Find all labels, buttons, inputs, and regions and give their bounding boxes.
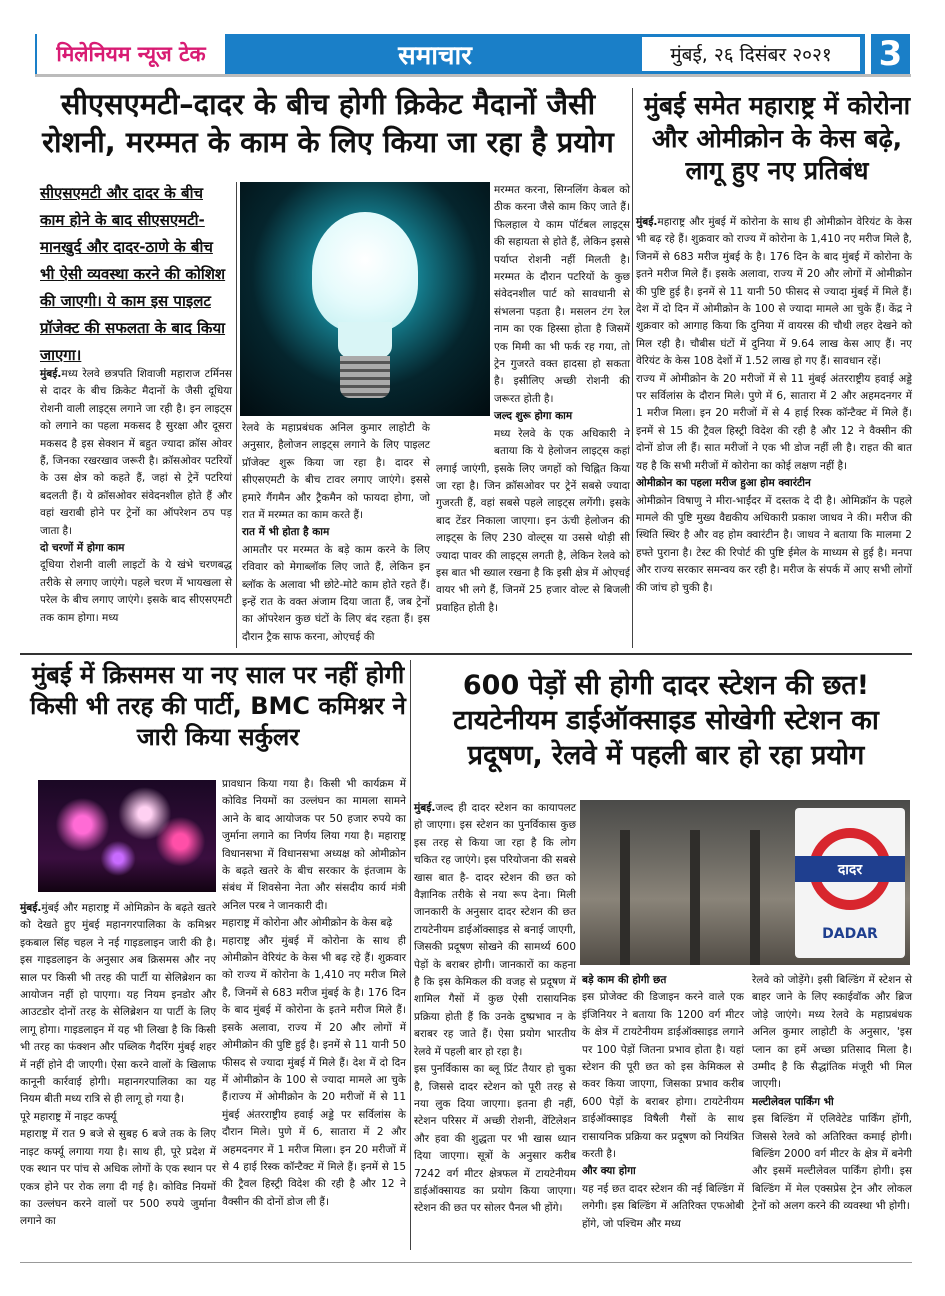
article2-body bbox=[636, 214, 912, 597]
paragraph bbox=[242, 420, 430, 524]
subheading: जल्द शुरू होगा काम bbox=[494, 410, 573, 423]
paragraph-text: महाराष्ट्र में रात 9 बजे से सुबह 6 बजे तक के लिए नाइट कर्फ्यू लगाया गया है। साथ ही, पूरे प्रदेश में एक स्थान पर पांच से अधिक लोगों के एक स्थान पर एकत्र होने पर रोक लगा दी गई है। कोविड नियमों का उल्लंघन करने वालों पर 500 रुपये जुर्माना लगाने का bbox=[20, 1128, 216, 1228]
subheading: रात में भी होता है काम bbox=[242, 526, 330, 539]
article4-headline: 600 पेड़ों सी होगी दादर स्टेशन की छत! टायटेनीयम डाईऑक्साइड सोखेगी स्टेशन का प्रदूषण, रेलवे में पहली बार हो रहा प्रयोग bbox=[453, 670, 879, 772]
footer-divider bbox=[20, 1262, 912, 1263]
dateline: मुंबई. bbox=[40, 368, 62, 380]
station-signboard bbox=[795, 808, 905, 958]
paragraph-text: इस प्रोजेक्ट की डिजाइन करने वाले एक इंजिनियर ने बताया कि 1200 वर्ग मीटर के क्षेत्र में टायटेनीयम डाईऑक्साइड लगाने पर 100 पेड़ों जितना प्रभाव होता है। यहां स्टेशन की पूरी छत को इस केमिकल से कवर किया जाएगा, जिसका प्रभाव करीब 600 पेड़ों के बराबर होगा। टायटेनीयम डाईऑक्साइड विषैली गैसों के साथ रासायनिक प्रक्रिया कर प्रदूषण को नियंत्रित करती है। bbox=[582, 991, 744, 1161]
dateline: मुंबई. bbox=[636, 216, 658, 228]
paragraph-text: महाराष्ट्र में कोरोना और ओमीक्रोन के केस बढ़े bbox=[222, 917, 393, 930]
paragraph-text: यह नई छत दादर स्टेशन की नई बिल्डिंग में लगेगी। इस बिल्डिंग में अतिरिक्त एफओबी होंगे, जो पश्चिम और मध्य bbox=[582, 1182, 744, 1230]
paragraph bbox=[436, 426, 630, 617]
paragraph bbox=[40, 557, 232, 627]
article1-col1 bbox=[40, 366, 232, 627]
article1-col2 bbox=[242, 420, 430, 646]
subheading: बड़े काम की होगी छत bbox=[582, 974, 667, 986]
column-divider bbox=[410, 660, 411, 1250]
paragraph-text: रेलवे के महाप्रबंधक अनिल कुमार लाहोटी के अनुसार, हैलोजन लाइट्स लगाने के लिए पाइलट प्रॉजेक्ट शुरू किया जा रहा है। दादर से सीएसएमटी के बीच टावर लगाए जाएंगे। इससे हमारे गैंगमैन और ट्रैकमैन को फायदा होगा, जो रात में मरम्मत का काम करते हैं। bbox=[242, 422, 430, 522]
article1-headline: सीएसएमटी–दादर के बीच होगी क्रिकेट मैदानों जैसी रोशनी, मरम्मत के काम के लिए किया जा रहा है प्रयोग bbox=[42, 87, 614, 159]
paragraph bbox=[40, 366, 232, 540]
paragraph bbox=[222, 776, 406, 915]
article3-col1 bbox=[20, 900, 216, 1231]
section-divider bbox=[20, 653, 912, 655]
paragraph bbox=[582, 1181, 744, 1233]
column-divider bbox=[236, 182, 237, 648]
dateline: मुंबई. bbox=[20, 902, 42, 914]
paragraph-text: महाराष्ट्र और मुंबई में कोरोना के साथ ही ओमीक्रोन वेरियंट के केस भी बढ़ रहे हैं। शुक्रवार को राज्य में कोरोना के 1,410 नए मरीज मिले है, जिनमें से 683 मरीज मुंबई के है। 176 दिन के बाद मुंबई में कोरोना के इतने मरीज मिले हैं। इसके अलावा, राज्य में 20 और लोगों में ओमीक्रोन की पुष्टि हुई है। इनमें से 11 यानी 50 फीसद से ज्यादा मुंबई में मिले हैं। देश में दो दिन में ओमीक्रोन के 100 से ज्यादा मामले आ चुके हैं। केंद्र ने शुक्रवार को आगाह किया कि दुनिया में वायरस की चौथी लहर देखने को मिल रही है। चौबीस घंटों में दुनिया में 9.64 लाख केस आए हैं। नए वेरियंट के केस 108 देशों में 1.52 लाख हो गए हैं। सावधान रहें। bbox=[636, 216, 912, 368]
page-number: 3 bbox=[868, 34, 910, 74]
paragraph-text: मुंबई और महाराष्ट्र में ओमिक्रोन के बढ़ते खतरे को देखते हुए मुंबई महानगरपालिका के कमिश्नर इकबाल सिंह चहल ने नई गाइडलाइन जारी की है। इस गाइडलाइन के अनुसार अब क्रिसमस और नए साल पर किसी भी तरह की पार्टी या सेलिब्रेशन का आयोजन नहीं हो पाएगा। यह नियम इनडोर और आउटडोर दोनों तरह के सेलिब्रेशन या पार्टी के लिए लागू होगा। गाइडलाइन में यह भी लिखा है कि किसी भी तरह का फंक्शन और पब्लिक गैदरिंग मुंबई शहर में नहीं होने दी जाएगी। ऐसा करने वालों के खिलाफ कानूनी कार्रवाई होगी। महानगरपालिका का यह नियम बीती मध्य रात्रि से ही लागू हो गया है। bbox=[20, 902, 216, 1106]
paragraph bbox=[242, 542, 430, 646]
article3-col2 bbox=[222, 776, 406, 1211]
paragraph-text: मध्य रेलवे के एक अधिकारी ने बताया कि ये हेलोजन लाइट्स कहां लगाई जाएंगी, इसके लिए जगहों को चिह्नित किया जा रहा है। जिन क्रॉसओवर पर ट्रेनें सबसे ज्यादा गुजरती हैं, वहां सबसे पहले लाइट्स लगेंगी। इसके बाद टेंडर निकाला जाएगा। इन ऊंची हेलोजन की लाइट्स के लिए 230 वोल्ट्स या उससे थोड़ी सी ज्यादा पावर की लाइट्स लगती है, लेकिन रेलवे को इस बात भी ख्याल रखना है कि इसी क्षेत्र में ओएचई वायर भी लगे हैं, जिनमें 25 हजार वोल्ट से बिजली प्रवाहित होती है। bbox=[436, 427, 630, 614]
dateline: मुंबई. bbox=[414, 802, 436, 814]
dadar-station-photo bbox=[580, 800, 910, 965]
article1-intro: सीएसएमटी और दादर के बीच काम होने के बाद सीएसएमटी-मानखुर्द और दादर-ठाणे के बीच भी ऐसी व्यवस्था करने की कोशिश की जाएगी। ये काम इस पाइलट प्रॉजेक्ट की सफलता के बाद किया जाएगा। bbox=[40, 184, 226, 364]
subheading: दो चरणों में होगा काम bbox=[40, 542, 125, 555]
paragraph-text: इस बिल्डिंग में एलिवेटेड पार्किंग होंगी, जिससे रेलवे को अतिरिक्त कमाई होगी। बिल्डिंग 2000 वर्ग मीटर के क्षेत्र में बनेगी और इसमें मल्टीलेवल पार्किंग होगी। इस बिल्डिंग में मेल एक्सप्रेस ट्रेन और लोकल ट्रेनों को अलग करने की व्यवस्था भी होगी। bbox=[752, 1113, 912, 1213]
header-divider bbox=[35, 74, 911, 77]
paragraph bbox=[20, 1109, 216, 1126]
fireworks-photo bbox=[38, 780, 216, 892]
sign-hindi: दादर bbox=[795, 856, 905, 882]
paragraph bbox=[20, 1126, 216, 1230]
paragraph-text: मरम्मत करना, सिग्नलिंग केबल को ठीक करना जैसे काम किए जाते हैं। फिलहाल ये काम पॉर्टबल लाइट्स की सहायता से होते हैं, लेकिन इससे पर्याप्त रोशनी नहीं मिलती है। मरम्मत के दौरान पटरियों के कुछ संवेदनशील पार्ट को सावधानी से संभलना पड़ता है। मसलन टंग रेल नाम का एक हिस्सा होता है जिसमें एक मिमी का भी फर्क रह गया, तो ट्रेन गुजरते वक्त हादसा हो सकता है। इसीलिए अच्छी रोशनी की जरूरत होती है। bbox=[494, 184, 630, 405]
paragraph bbox=[636, 214, 912, 371]
paragraph-text: जल्द ही दादर स्टेशन का कायापलट हो जाएगा। इस स्टेशन का पुनर्विकास कुछ इस तरह से किया जा रहा है कि लोग चकित रह जाएंगे। इस परियोजना की सबसे खास बात है- दादर स्टेशन की छत को वैज्ञानिक तरीके से नया रूप देना। मिली जानकारी के अनुसार दादर स्टेशन की छत टायटेनीयम डाईऑक्साइड से बनाई जाएगी, जिसकी प्रदूषण सोखने की सामर्थ्य 600 पेड़ों के बराबर होगी। जानकारों का कहना है कि इस केमिकल की वजह से प्रदूषण में शामिल गैसों में कुछ ऐसी रासायनिक प्रक्रिया होती हैं कि उनके दुष्प्रभाव न के बराबर रह जाते हैं। ऐसा प्रयोग भारतीय रेलवे में पहली बार हो रहा है। bbox=[414, 802, 576, 1058]
paragraph bbox=[582, 989, 744, 1163]
paragraph-text: दूधिया रोशनी वाली लाइटों के ये खंभे चरणबद्ध तरीके से लगाए जाएंगे। पहले चरण में भायखला से परेल के बीच लगाए जाएंगे। इसके बाद सीएसएमटी तक काम होगा। मध्य bbox=[40, 559, 232, 624]
paragraph-text: पूरे महाराष्ट्र में नाइट कर्फ्यू bbox=[20, 1110, 117, 1123]
paragraph-text: राज्य में ओमीक्रोन के 20 मरीजों में से 11 मुंबई अंतरराष्ट्रीय हवाई अड्डे पर सर्विलांस के दौरान मिले। पुणे में 6, सातारा में 2 और अहमदनगर में 1 मरीज मिला। इन 20 मरीजों में से 4 हाई रिस्क कॉन्टैक्ट में मिले हैं। इनमें से 15 की ट्रैवल हिस्ट्री विदेश की रही है और 12 ने वैक्सीन की दोनों डोज ली हैं। सात मरीजों ने एक भी डोज नहीं ली है। राहत की बात यह है कि सभी मरीजों में कोरोना का कोई लक्षण नहीं है। bbox=[636, 372, 912, 472]
paragraph bbox=[414, 800, 576, 1061]
article4-col2 bbox=[582, 972, 744, 1233]
paragraph-text: रेलवे को जोड़ेंगे। इसी बिल्डिंग में स्टेशन से बाहर जाने के लिए स्काईवॉक और ब्रिज जोड़े जाएंगे। मध्य रेलवे के महाप्रबंधक अनिल कुमार लाहोटी के अनुसार, 'इस प्लान का हमें अच्छा प्रतिसाद मिला है। उम्मीद है कि सैद्धांतिक मंजूरी भी मिल जाएगी। bbox=[752, 974, 912, 1091]
paragraph bbox=[636, 371, 912, 475]
subheading: मल्टीलेवल पार्किंग भी bbox=[752, 1095, 834, 1108]
section-title: समाचार bbox=[398, 41, 472, 71]
paragraph-text: प्रावधान किया गया है। किसी भी कार्यक्रम में कोविड नियमों का उल्लंघन का मामला सामने आने के बाद आयोजक पर 50 हजार रुपये का जुर्माना लगाने का निर्णय लिया गया है। महाराष्ट्र विधानसभा में विधानसभा अध्यक्ष को ओमीक्रोन के बढ़ते खतरे के बीच सरकार के इंतजाम के संबंध में शिवसेना नेता और संसदीय कार्य मंत्री अनिल परब ने जानकारी दी। bbox=[222, 778, 406, 912]
subheading: और क्या होगा bbox=[582, 1165, 636, 1178]
paragraph bbox=[20, 900, 216, 1109]
paragraph-text: आमतौर पर मरम्मत के बड़े काम करने के लिए रविवार को मेगाब्लॉक लिए जाते हैं, लेकिन इन ब्लॉक के अलावा भी छोटे-मोटे काम होते रहते हैं। इन्हें रात के वक्त अंजाम दिया जाता हैं, जब ट्रेनों का ऑपरेशन कुछ घंटों के लिए बंद रहता हैं। इस दौरान ट्रैक साफ करना, ओएचई की bbox=[242, 543, 430, 643]
paragraph-text: इस पुनर्विकास का ब्लू प्रिंट तैयार हो चुका है, जिससे दादर स्टेशन को पूरी तरह से नया लुक दिया जाएगा। इतना ही नहीं, स्टेशन परिसर में अच्छी रोशनी, वेंटिलेशन और हवा की शुद्धता पर भी खास ध्यान दिया जाएगा। सूत्रों के अनुसार करीब 7242 वर्ग मीटर क्षेत्रफल में टायटेनीयम डाईऑक्सायड का प्रयोग किया जाएगा। स्टेशन की छत पर सोलर पैनल भी होंगे। bbox=[414, 1063, 576, 1215]
paragraph bbox=[752, 972, 912, 1094]
newspaper-brand: मिलेनियम न्यूज टेक bbox=[35, 34, 225, 74]
paragraph-text: महाराष्ट्र और मुंबई में कोरोना के साथ ही ओमीक्रोन वेरियंट के केस भी बढ़ रहे हैं। शुक्रवार को राज्य में कोरोना के 1,410 नए मरीज मिले है, जिनमें से 683 मरीज मुंबई के है। 176 दिन के बाद मुंबई में कोरोना के इतने मरीज मिले हैं। इसके अलावा, राज्य में 20 और लोगों में ओमीक्रोन की पुष्टि हुई है। इनमें से 11 यानी 50 फीसद से ज्यादा मुंबई में मिले हैं। देश में दो दिन में ओमीक्रोन के 100 से ज्यादा मामले आ चुके हैं।राज्य में ओमीक्रोन के 20 मरीजों में से 11 मुंबई अंतरराष्ट्रीय हवाई अड्डे पर सर्विलांस के दौरान मिले। पुणे में 6, सातारा में 2 और अहमदनगर में 1 मरीज मिला। इन 20 मरीजों में से 4 हाई रिस्क कॉन्टैक्ट में मिले हैं। इनमें से 15 की ट्रैवल हिस्ट्री विदेश की रही है और 12 ने वैक्सीन की दोनों डोज ली हैं। bbox=[222, 934, 406, 1208]
subheading: ओमीक्रोन का पहला मरीज हुआ होम क्वारंटीन bbox=[636, 477, 811, 490]
article4-col3 bbox=[752, 972, 912, 1216]
sign-english: DADAR bbox=[822, 926, 878, 942]
article2-headline: मुंबई समेत महाराष्ट्र में कोरोना और ओमीक्रोन के केस बढ़े, लागू हुए नए प्रतिबंध bbox=[643, 91, 911, 185]
paragraph bbox=[752, 1111, 912, 1215]
column-divider bbox=[632, 88, 633, 648]
article3-headline: मुंबई में क्रिसमस या नए साल पर नहीं होगी किसी भी तरह की पार्टी, BMC कमिश्नर ने जारी किया सर्कुलर bbox=[30, 661, 406, 752]
paragraph bbox=[222, 915, 406, 932]
paragraph bbox=[222, 933, 406, 1212]
paragraph-text: ओमीक्रोन विषाणु ने मीरा-भाईंदर में दस्तक दे दी है। ओमिक्रॉन के पहले मामले की पुष्टि मुख्य वैद्यकीय अधिकारी प्रकाश जाधव ने की। मरीज की स्थिति स्थिर है और वह होम क्वारंटीन है। जाधव ने बताया कि मालमा 2 हफ्ते पुराना है। टेस्ट की रिपोर्ट की पुष्टि ईमेल के माध्यम से हुई है। मनपा और राज्य सरकार समन्वय कर रही है। मरीज के संपर्क में आए सभी लोगों की जांच हो चुकी है। bbox=[636, 494, 912, 594]
article4-col1 bbox=[414, 800, 576, 1218]
edition-date: मुंबई, २६ दिसंबर २०२१ bbox=[642, 37, 860, 71]
paragraph bbox=[636, 493, 912, 597]
article1-col3 bbox=[436, 182, 630, 617]
paragraph-text: मध्य रेलवे छत्रपति शिवाजी महाराज टर्मिनस से दादर के बीच क्रिकेट मैदानों के जैसी दूधिया रोशनी वाली लाइट्स लगाने जा रही है। इन लाइट्स को लगाने का पहला मकसद है सुरक्षा और दूसरा मकसद है इस सेक्शन में बहुत ज्यादा क्रॉस ओवर हैं, जिनका रखरखाव जरूरी है। क्रॉसओवर पटरियों के उस क्षेत्र को कहते हैं, जहां से ट्रेनें पटरियां बदलती हैं। ये क्रॉसओवर संवेदनशील होते हैं और वहां खराबी होने पर ट्रेनों का ऑपरेशन ठप पड़ जाता है। bbox=[40, 368, 232, 537]
paragraph bbox=[414, 1061, 576, 1218]
